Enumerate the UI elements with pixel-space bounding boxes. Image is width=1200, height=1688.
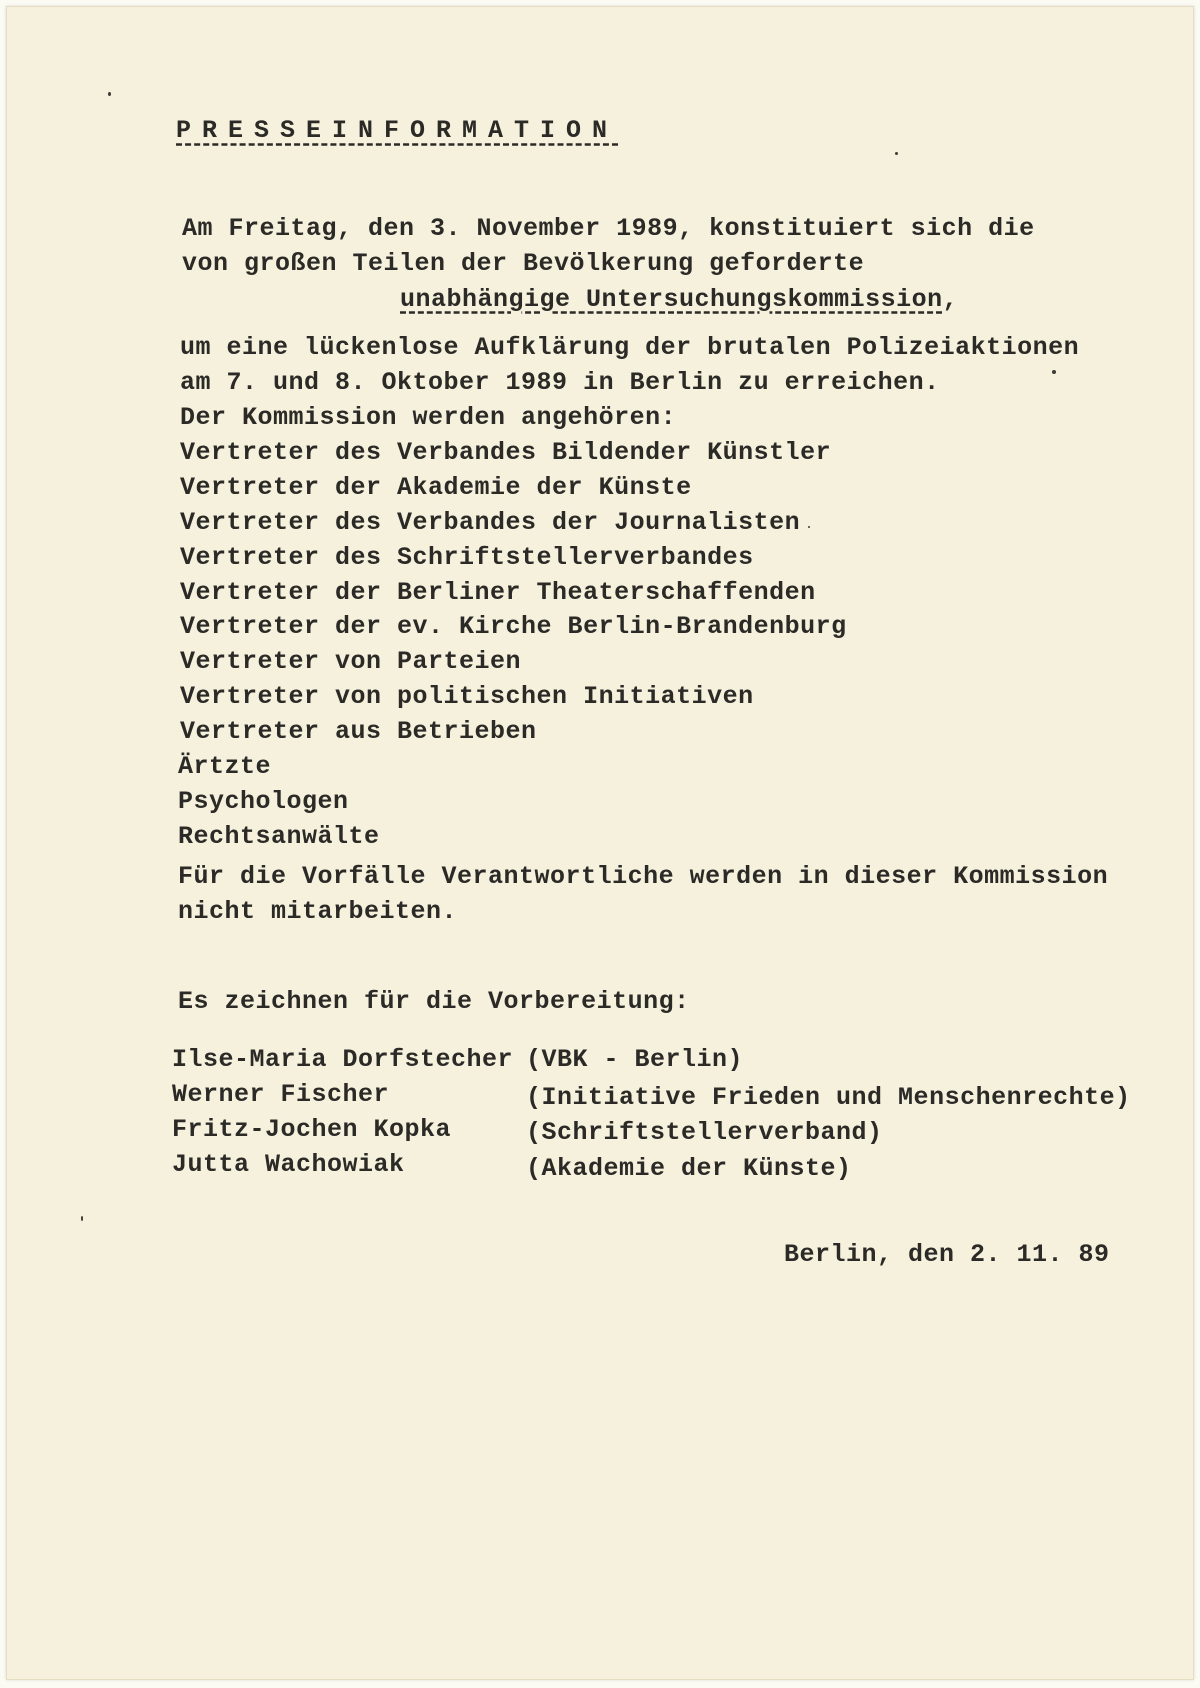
signatory-org: (Initiative Frieden und Menschenrechte) (526, 1083, 1131, 1112)
signatory-org: (VBK - Berlin) (526, 1045, 744, 1074)
member-item: Rechtsanwälte (178, 822, 380, 851)
paper-speck (808, 526, 810, 528)
member-item: Psychologen (178, 787, 349, 816)
signatory-name: Jutta Wachowiak (172, 1150, 405, 1179)
member-item: Vertreter aus Betrieben (180, 717, 537, 746)
commission-heading (400, 287, 958, 312)
paper-speck (1052, 370, 1056, 374)
intro-line-4: um eine lückenlose Aufklärung der brutalen Polizeiaktionen (180, 333, 1080, 362)
member-item: Vertreter der Akademie der Künste (180, 473, 692, 502)
member-item: Ärtzte (178, 752, 272, 781)
paper-speck (895, 152, 898, 155)
signatory-name: Ilse-Maria Dorfstecher (172, 1045, 514, 1074)
page-title: PRESSEINFORMATION (176, 116, 619, 145)
exclusion-line-1: Für die Vorfälle Verantwortliche werden in dieser Kommission (178, 862, 1109, 891)
signatories-intro: Es zeichnen für die Vorbereitung: (178, 987, 690, 1016)
member-item: Vertreter der Berliner Theaterschaffenden (180, 578, 816, 607)
paper-speck (81, 1216, 83, 1221)
member-item: Vertreter von Parteien (180, 647, 522, 676)
members-intro: Der Kommission werden angehören: (180, 403, 677, 432)
intro-line-5: am 7. und 8. Oktober 1989 in Berlin zu erreichen. (180, 368, 940, 397)
paper-speck (108, 92, 111, 96)
member-item: Vertreter von politischen Initiativen (180, 682, 754, 711)
document-page (6, 6, 1194, 1680)
signatory-name: Werner Fischer (172, 1080, 390, 1109)
exclusion-line-2: nicht mitarbeiten. (178, 897, 458, 926)
member-item: Vertreter der ev. Kirche Berlin-Brandenburg (180, 612, 847, 641)
intro-line-1: Am Freitag, den 3. November 1989, konstituiert sich die (182, 214, 1035, 243)
member-item: Vertreter des Verbandes Bildender Künstler (180, 438, 832, 467)
signatory-org: (Akademie der Künste) (526, 1154, 852, 1183)
commission-suffix: , (942, 285, 959, 314)
place-date: Berlin, den 2. 11. 89 (784, 1240, 1110, 1269)
intro-line-2: von großen Teilen der Bevölkerung geforderte (182, 249, 865, 278)
signatory-name: Fritz-Jochen Kopka (172, 1115, 452, 1144)
signatory-org: (Schriftstellerverband) (526, 1118, 883, 1147)
member-item: Vertreter des Schriftstellerverbandes (180, 543, 754, 572)
commission-name: unabhängige Untersuchungskommission (400, 285, 943, 314)
member-item: Vertreter des Verbandes der Journalisten (180, 508, 801, 537)
